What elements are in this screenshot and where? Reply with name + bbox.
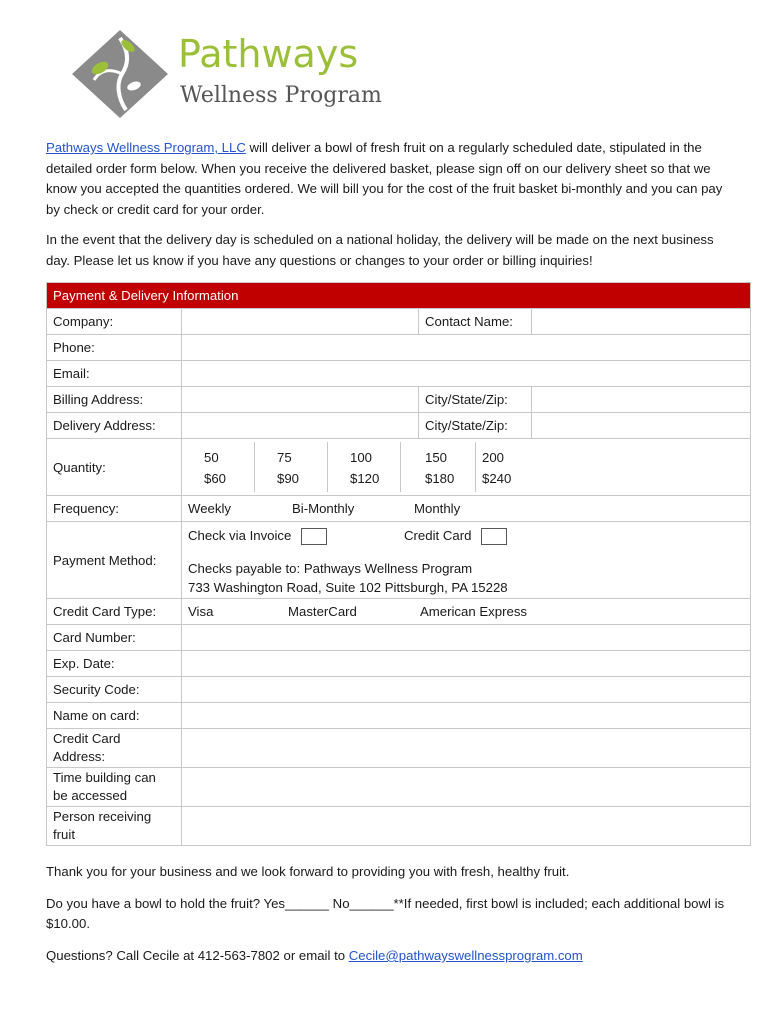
payment-method-options: [182, 522, 751, 599]
company-label: Company:: [47, 309, 182, 335]
bowl-text: Do you have a bowl to hold the fruit? Yes______ No______**If needed, first bowl is included; each additional bowl is $10.00.: [46, 896, 725, 931]
card-type-visa[interactable]: Visa: [188, 604, 214, 619]
company-link[interactable]: Pathways Wellness Program, LLC: [46, 140, 246, 155]
delivery-city-state-zip-field[interactable]: [532, 413, 751, 439]
exp-date-field[interactable]: [182, 651, 751, 677]
security-code-field[interactable]: [182, 677, 751, 703]
quantity-option[interactable]: 100 $120: [328, 442, 401, 492]
delivery-address-label: Delivery Address:: [47, 413, 182, 439]
frequency-options: [182, 496, 751, 522]
checks-payable-line-2: 733 Washington Road, Suite 102 Pittsburgh, PA 15228: [188, 580, 508, 596]
quantity-option[interactable]: 200 $240: [482, 450, 512, 486]
billing-city-state-zip-field[interactable]: [532, 387, 751, 413]
form-header: Payment & Delivery Information: [47, 283, 751, 309]
card-number-field[interactable]: [182, 625, 751, 651]
frequency-row: [47, 496, 751, 522]
check-via-invoice-option[interactable]: Check via Invoice: [188, 526, 404, 545]
credit-card-type-label: Credit Card Type:: [47, 599, 182, 625]
company-row: [47, 309, 751, 335]
intro-p1-text: will deliver a bowl of fresh fruit on a regularly scheduled date, stipulated in the detailed order form below. When you receive the delivered basket, please sign off on our delivery sheet so that we know you accepted the quantities ordered. We will bill you for the cost of the fruit basket bi-monthly and you can pay by check or credit card for your order.: [46, 140, 723, 217]
cc-address-field[interactable]: [182, 729, 751, 768]
thanks-text: Thank you for your business and we look forward to providing you with fresh, healthy fruit.: [46, 864, 570, 879]
cc-address-label: Credit Card Address:: [47, 729, 182, 768]
frequency-monthly[interactable]: Monthly: [414, 501, 461, 516]
intro-paragraph-1: [46, 138, 736, 220]
billing-address-label: Billing Address:: [47, 387, 182, 413]
email-label: Email:: [47, 361, 182, 387]
contact-name-label: Contact Name:: [419, 309, 532, 335]
quantity-row: [47, 439, 751, 496]
person-receiving-label: Person receiving fruit: [47, 807, 182, 846]
time-building-label: Time building can be accessed: [47, 768, 182, 807]
email-row: [47, 361, 751, 387]
billing-city-state-zip-label: City/State/Zip:: [419, 387, 532, 413]
footer: [46, 862, 736, 978]
quantity-option[interactable]: 150 $180: [401, 442, 476, 492]
email-link[interactable]: Cecile@pathwayswellnessprogram.com: [348, 948, 583, 963]
name-on-card-field[interactable]: [182, 703, 751, 729]
contact-name-field[interactable]: [532, 309, 751, 335]
delivery-city-state-zip-label: City/State/Zip:: [419, 413, 532, 439]
time-building-row: [47, 768, 751, 807]
check-via-invoice-checkbox[interactable]: [301, 528, 327, 545]
security-code-label: Security Code:: [47, 677, 182, 703]
card-type-row: [47, 599, 751, 625]
person-receiving-field[interactable]: [182, 807, 751, 846]
intro-text: [46, 138, 736, 281]
card-type-mastercard[interactable]: MasterCard: [288, 604, 357, 619]
phone-label: Phone:: [47, 335, 182, 361]
quantity-option[interactable]: 50 $60: [182, 442, 255, 492]
email-field[interactable]: [182, 361, 751, 387]
security-code-row: [47, 677, 751, 703]
exp-date-label: Exp. Date:: [47, 651, 182, 677]
frequency-weekly[interactable]: Weekly: [188, 501, 231, 516]
logo: [70, 28, 400, 120]
name-on-card-row: [47, 703, 751, 729]
billing-row: [47, 387, 751, 413]
exp-date-row: [47, 651, 751, 677]
quantity-option[interactable]: 75 $90: [255, 442, 328, 492]
payment-method-label: Payment Method:: [47, 522, 182, 599]
company-field[interactable]: [182, 309, 419, 335]
form-header-row: [47, 283, 751, 309]
cc-address-row: [47, 729, 751, 768]
time-building-field[interactable]: [182, 768, 751, 807]
billing-address-field[interactable]: [182, 387, 419, 413]
checks-payable-line-1: Checks payable to: Pathways Wellness Program: [188, 561, 473, 577]
frequency-bimonthly[interactable]: Bi-Monthly: [292, 501, 355, 516]
logo-title: Pathways: [178, 32, 359, 76]
credit-card-option[interactable]: Credit Card: [404, 528, 507, 543]
quantity-label: Quantity:: [47, 439, 182, 496]
order-form: [46, 282, 751, 846]
card-number-row: [47, 625, 751, 651]
phone-field[interactable]: [182, 335, 751, 361]
pathways-leaf-icon: [70, 28, 170, 120]
credit-card-checkbox[interactable]: [481, 528, 507, 545]
name-on-card-label: Name on card:: [47, 703, 182, 729]
card-number-label: Card Number:: [47, 625, 182, 651]
intro-paragraph-2: In the event that the delivery day is scheduled on a national holiday, the delivery will be made on the next business day. Please let us know if you have any questions or changes to your order or billing inquiries!: [46, 232, 714, 268]
frequency-label: Frequency:: [47, 496, 182, 522]
person-receiving-row: [47, 807, 751, 846]
delivery-row: [47, 413, 751, 439]
card-type-options: [182, 599, 751, 625]
phone-row: [47, 335, 751, 361]
logo-subtitle: Wellness Program: [180, 83, 382, 108]
payment-method-row: [47, 522, 751, 599]
questions-text: Questions? Call Cecile at 412-563-7802 or email to Cecile@pathwayswellnessprogram.com: [46, 948, 583, 963]
card-type-amex[interactable]: American Express: [420, 604, 528, 619]
quantity-options: [182, 439, 751, 496]
delivery-address-field[interactable]: [182, 413, 419, 439]
